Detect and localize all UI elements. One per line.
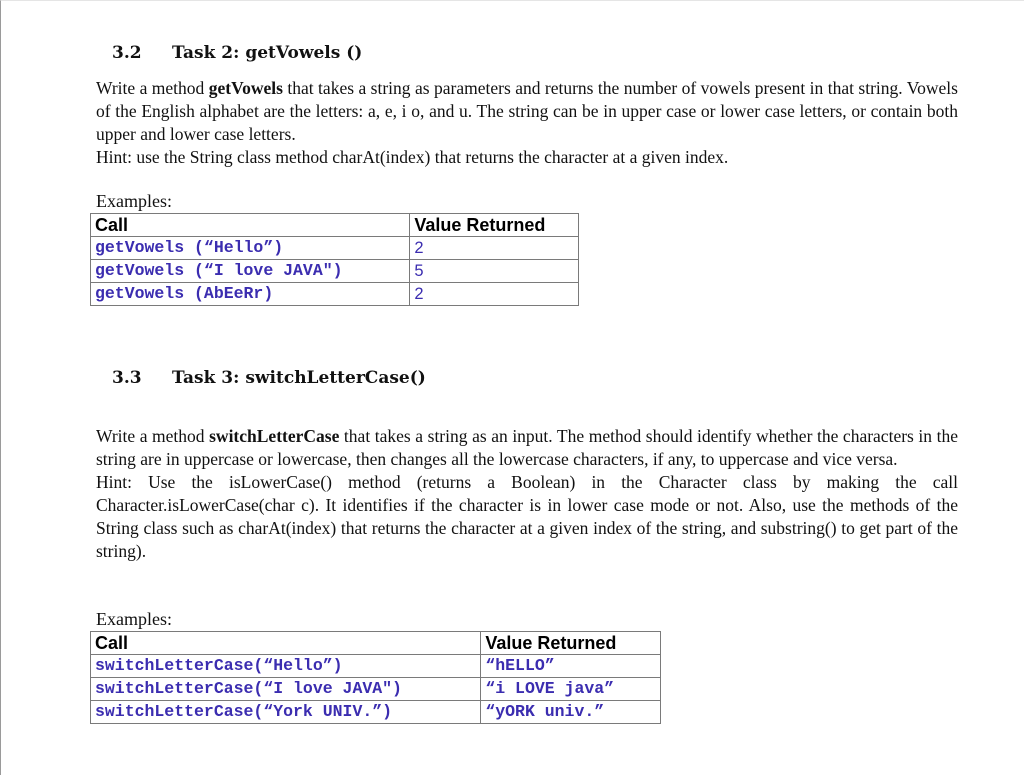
value-cell: 2 — [410, 283, 579, 306]
intro-text: Write a method — [96, 426, 210, 446]
task2-examples-label: Examples: — [96, 191, 172, 211]
table-row — [91, 283, 579, 306]
intro-text-rest: that takes a string as parameters and returns the number of vowels present in that string. Vowels of the English alphabet are the letters: a, e, i o, and u. The string can be in upper case or lower case letters, or contain both upper and lower case letters. — [96, 78, 958, 144]
task3-hint: Hint: Use the isLowerCase() method (returns a Boolean) in the Character class by making the call Character.isLowerCase(char c). It identifies if the character is in lower case mode or not. Also, use the methods of the String class such as charAt(index) that returns the character at a given index of the string, and substring() to get part of the string). — [96, 472, 958, 561]
call-cell: switchLetterCase(“I love JAVA") — [91, 678, 481, 701]
value-cell: “i LOVE java” — [481, 678, 661, 701]
section-title: Task 3: switchLetterCase() — [172, 368, 426, 388]
table-row — [91, 655, 661, 678]
header-call: Call — [91, 214, 410, 237]
task2-examples-table — [90, 213, 579, 306]
value-cell: “hELLO” — [481, 655, 661, 678]
call-cell: getVowels (AbEeRr) — [91, 283, 410, 306]
task3-examples-label: Examples: — [96, 609, 172, 629]
value-cell: “yORK univ.” — [481, 701, 661, 724]
section-number: 3.2 — [112, 43, 142, 63]
task3-description — [96, 425, 958, 563]
section-heading-task3 — [112, 368, 426, 388]
table-row — [91, 237, 579, 260]
header-value-returned: Value Returned — [410, 214, 579, 237]
header-call: Call — [91, 632, 481, 655]
task2-description — [96, 77, 958, 169]
value-cell: 5 — [410, 260, 579, 283]
section-heading-task2 — [112, 43, 362, 63]
call-cell: getVowels (“Hello”) — [91, 237, 410, 260]
call-cell: switchLetterCase(“Hello”) — [91, 655, 481, 678]
value-cell: 2 — [410, 237, 579, 260]
task3-examples-table — [90, 631, 661, 724]
task3-intro — [96, 425, 958, 471]
method-name: switchLetterCase — [209, 426, 340, 446]
section-title: Task 2: getVowels () — [172, 43, 363, 63]
table-header-row — [91, 632, 661, 655]
task2-intro — [96, 77, 958, 146]
table-row — [91, 701, 661, 724]
call-cell: getVowels (“I love JAVA") — [91, 260, 410, 283]
intro-text-rest: that takes a string as an input. The method should identify whether the characters in the string are in uppercase or lowercase, then changes all the lowercase characters, if any, to uppercase and vice versa. — [96, 426, 958, 469]
table-header-row — [91, 214, 579, 237]
table-row — [91, 678, 661, 701]
intro-text: Write a method — [96, 78, 209, 98]
header-value-returned: Value Returned — [481, 632, 661, 655]
table-row — [91, 260, 579, 283]
task2-hint: Hint: use the String class method charAt(index) that returns the character at a given index. — [96, 147, 729, 167]
call-cell: switchLetterCase(“York UNIV.”) — [91, 701, 481, 724]
section-number: 3.3 — [112, 368, 142, 388]
method-name: getVowels — [208, 78, 283, 98]
